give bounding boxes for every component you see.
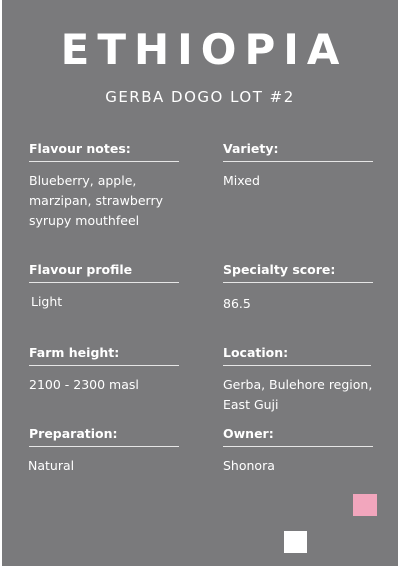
- pink-square-decoration: [353, 494, 377, 516]
- field-farm-height: [29, 345, 179, 395]
- farm-height-label: Farm height:: [29, 345, 179, 366]
- location-label: Location:: [223, 345, 371, 366]
- white-square-decoration: [284, 531, 307, 553]
- flavour-profile-label: Flavour profile: [29, 262, 179, 283]
- field-location: [223, 345, 383, 415]
- lot-subtitle: GERBA DOGO LOT #2: [105, 88, 295, 106]
- field-owner: [223, 426, 373, 476]
- field-flavour-profile: [29, 262, 179, 312]
- preparation-label: Preparation:: [29, 426, 179, 447]
- origin-title: ETHIOPIA: [60, 25, 348, 74]
- coffee-info-card: [2, 0, 398, 566]
- flavour-notes-label: Flavour notes:: [29, 141, 179, 162]
- specialty-score-value: 86.5: [223, 296, 251, 311]
- location-value: Gerba, Bulehore region, East Guji: [223, 377, 373, 412]
- flavour-profile-value: Light: [31, 294, 63, 309]
- field-specialty-score: [223, 262, 373, 314]
- preparation-value: Natural: [28, 458, 75, 473]
- variety-label: Variety:: [223, 141, 373, 162]
- owner-label: Owner:: [223, 426, 373, 447]
- owner-value: Shonora: [223, 458, 275, 473]
- field-preparation: [29, 426, 179, 476]
- field-variety: [223, 141, 373, 191]
- flavour-notes-value: Blueberry, apple, marzipan, strawberry syrupy mouthfeel: [29, 173, 163, 228]
- farm-height-value: 2100 - 2300 masl: [29, 377, 139, 392]
- specialty-score-label: Specialty score:: [223, 262, 373, 283]
- variety-value: Mixed: [223, 173, 260, 188]
- field-flavour-notes: [29, 141, 179, 231]
